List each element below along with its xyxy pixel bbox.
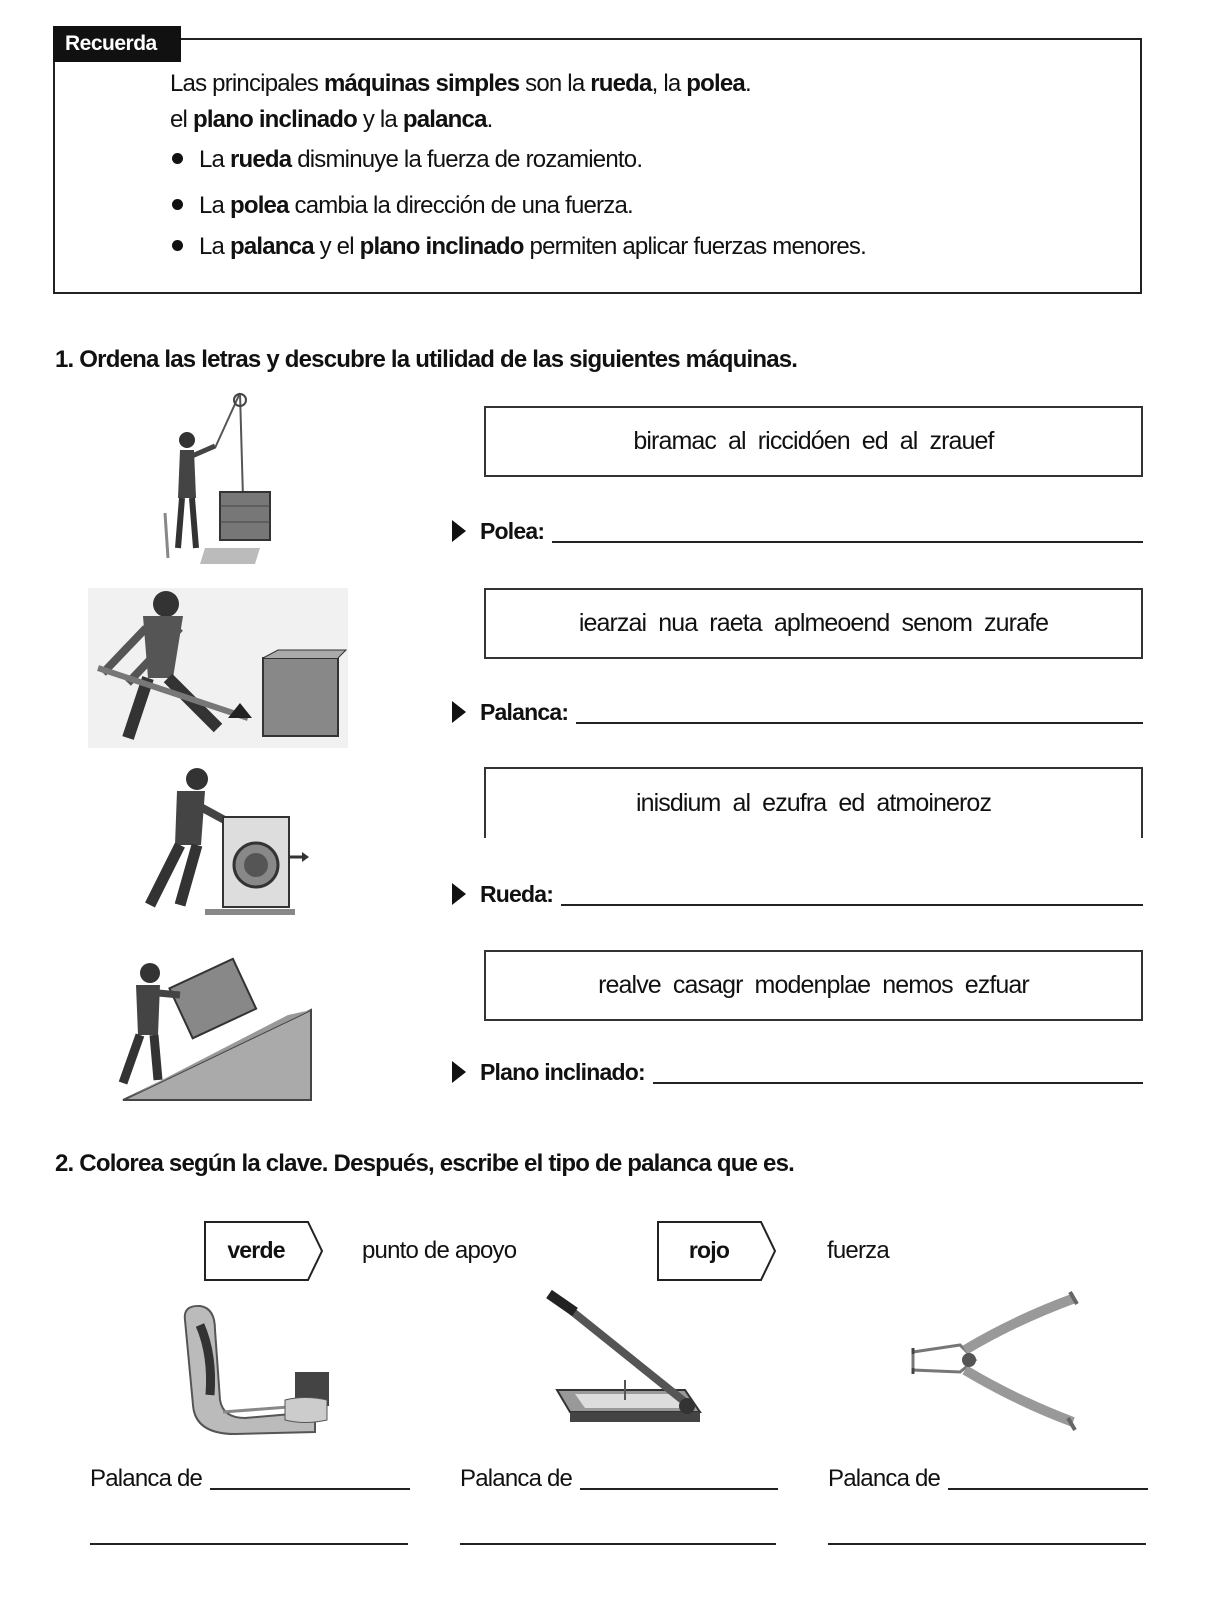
arrow-right-icon [452,1061,466,1083]
palanca-line-1[interactable] [210,1488,410,1490]
answer-line-palanca[interactable] [576,722,1143,724]
palanca-answer-1[interactable] [90,1465,410,1493]
recuerda-line-2: el plano inclinado y la palanca. [170,106,493,133]
arm-lever-illustration [175,1300,345,1435]
recuerda-bullet-polea: La polea cambia la dirección de una fuerza. [172,192,633,220]
palanca-line-2[interactable] [580,1488,778,1490]
inclined-plane-illustration [118,955,318,1105]
recuerda-line-1: Las principales máquinas simples son la rueda, la polea. [170,70,751,97]
arrow-right-icon [452,883,466,905]
bullet-icon [172,240,183,251]
question-2-heading: 2. Colorea según la clave. Después, escribe el tipo de palanca que es. [55,1150,795,1177]
scrambled-box-polea: biramac al riccidóen ed al zrauef [484,406,1143,477]
question-1-heading: 1. Ordena las letras y descubre la utilidad de las siguientes máquinas. [55,346,798,373]
palanca-label-3: Palanca de [828,1465,941,1492]
scrambled-box-plano: realve casagr modenplae nemos ezfuar [484,950,1143,1021]
recuerda-bullet-rueda: La rueda disminuye la fuerza de rozamiento. [172,146,642,174]
key-meaning-rojo: fuerza [827,1237,889,1264]
arrow-right-icon [452,701,466,723]
answer-label-plano: Plano inclinado: [480,1059,645,1085]
bullet-icon [172,153,183,164]
scrambled-box-rueda: inisdium al ezufra ed atmoineroz [484,767,1143,838]
answer-line-plano[interactable] [653,1082,1143,1084]
answer-line-polea[interactable] [552,541,1143,543]
recuerda-bullet-palanca: La palanca y el plano inclinado permiten aplicar fuerzas menores. [172,233,866,261]
answer-line-rueda[interactable] [561,904,1143,906]
key-meaning-verde: punto de apoyo [362,1237,517,1264]
bullet-icon [172,199,183,210]
blank-line-3[interactable] [828,1543,1146,1545]
answer-row-rueda[interactable] [452,878,1143,908]
answer-row-plano[interactable] [452,1056,1143,1086]
answer-row-polea[interactable] [452,515,1143,545]
scrambled-box-palanca: iearzai nua raeta aplmeoend senom zurafe [484,588,1143,659]
wheel-illustration [135,765,310,920]
palanca-answer-2[interactable] [460,1465,778,1493]
key-tag-verde: verde [227,1236,285,1263]
blank-line-2[interactable] [460,1543,776,1545]
answer-label-polea: Polea: [480,518,545,544]
arrow-right-icon [452,520,466,542]
palanca-label-1: Palanca de [90,1465,203,1492]
lever-illustration [88,588,348,748]
answer-label-palanca: Palanca: [480,699,569,725]
palanca-line-3[interactable] [948,1488,1148,1490]
answer-label-rueda: Rueda: [480,881,554,907]
key-tag-rojo: rojo [688,1236,730,1263]
recuerda-tag: Recuerda [53,26,181,62]
paper-cutter-illustration [545,1290,710,1430]
blank-line-1[interactable] [90,1543,408,1545]
palanca-answer-3[interactable] [828,1465,1148,1493]
pliers-illustration [905,1290,1085,1435]
palanca-label-2: Palanca de [460,1465,573,1492]
pulley-illustration [160,388,280,568]
answer-row-palanca[interactable] [452,696,1143,726]
